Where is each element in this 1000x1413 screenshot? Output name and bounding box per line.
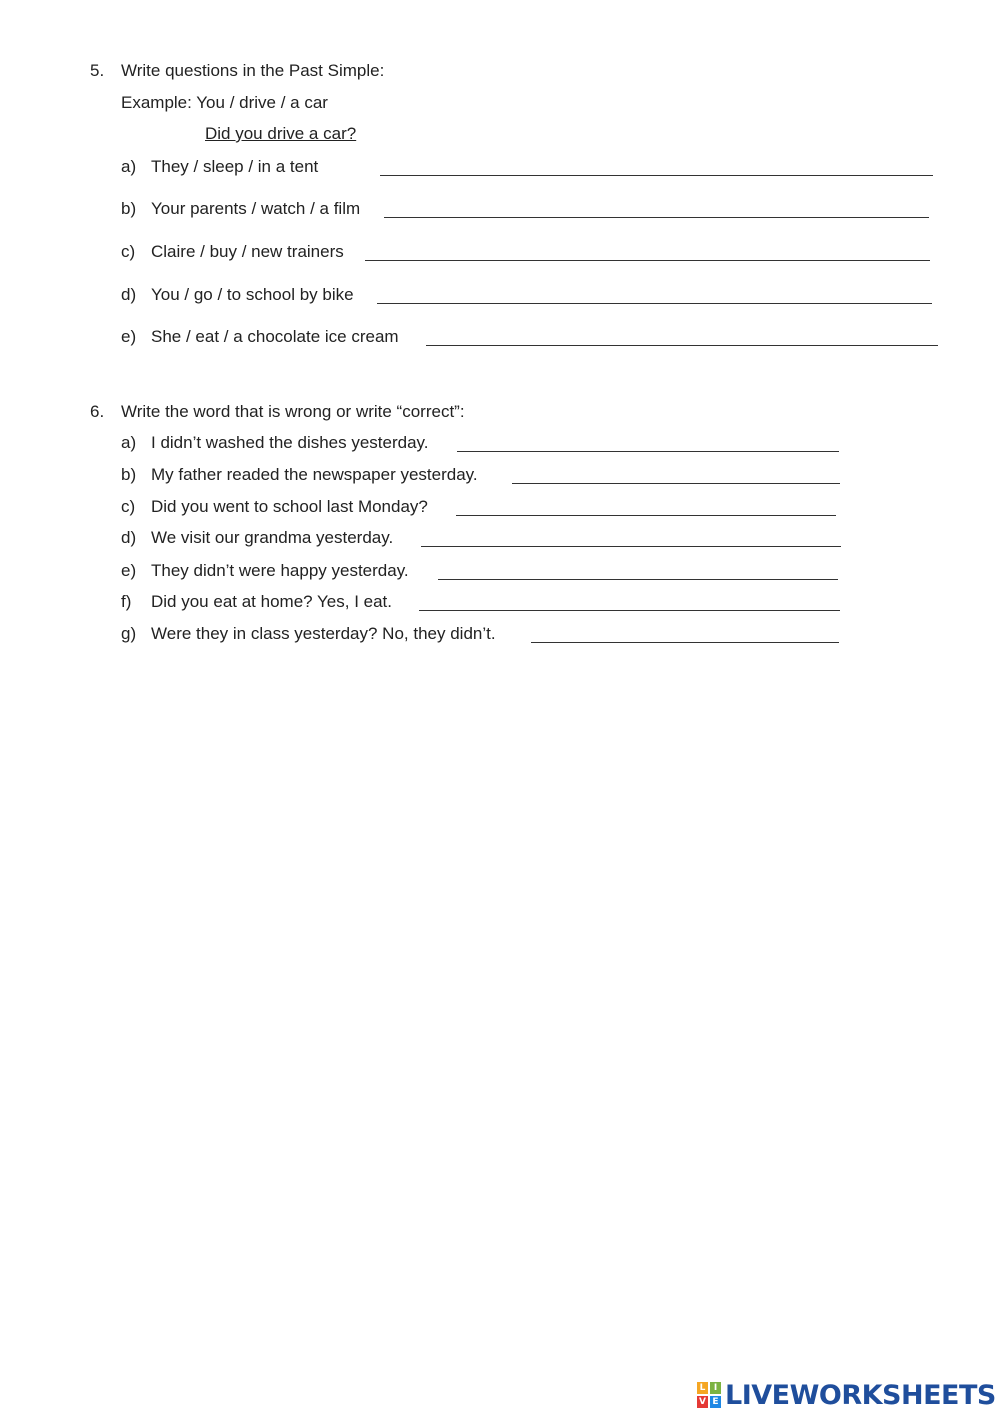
liveworksheets-logo [697,1378,996,1412]
item-letter: d) [121,285,137,304]
sentence-text: They didn’t were happy yesterday. [151,561,409,580]
answer-line-5a[interactable] [380,175,933,176]
logo-tile: V [697,1396,708,1408]
logo-tile: E [710,1396,721,1408]
item-letter: b) [121,199,137,218]
answer-line-5d[interactable] [377,303,932,304]
item-letter: a) [121,157,137,176]
logo-tile: I [710,1382,721,1394]
item-letter: a) [121,433,137,452]
logo-text: LIVEWORKSHEETS [725,1379,996,1411]
prompt-text: She / eat / a chocolate ice cream [151,327,399,346]
item-letter: d) [121,528,137,547]
answer-line-6d[interactable] [421,546,841,547]
example-answer: Did you drive a car? [205,124,357,143]
sentence-text: Did you went to school last Monday? [151,497,428,516]
example-prompt: Example: You / drive / a car [121,93,328,112]
prompt-text: You / go / to school by bike [151,285,354,304]
prompt-text: Your parents / watch / a film [151,199,361,218]
logo-tile: L [697,1382,708,1394]
answer-line-6b[interactable] [512,483,840,484]
answer-line-5c[interactable] [365,260,930,261]
prompt-text: Claire / buy / new trainers [151,242,344,261]
item-letter: c) [121,497,136,516]
item-letter: b) [121,465,137,484]
item-letter: c) [121,242,136,261]
item-letter: e) [121,327,137,346]
answer-line-5e[interactable] [426,345,938,346]
section-5-title: Write questions in the Past Simple: [121,61,385,80]
item-letter: e) [121,561,137,580]
answer-line-5b[interactable] [384,217,929,218]
answer-line-6e[interactable] [438,579,838,580]
answer-line-6c[interactable] [456,515,836,516]
prompt-text: They / sleep / in a tent [151,157,319,176]
section-6-title: Write the word that is wrong or write “correct”: [121,402,465,421]
answer-line-6a[interactable] [457,451,839,452]
sentence-text: Were they in class yesterday? No, they didn’t. [151,624,496,643]
answer-line-6g[interactable] [531,642,839,643]
sentence-text: My father readed the newspaper yesterday. [151,465,478,484]
section-5-number: 5. [90,61,105,80]
section-6-number: 6. [90,402,105,421]
item-letter: g) [121,624,137,643]
logo-tiles-icon [697,1382,721,1408]
sentence-text: We visit our grandma yesterday. [151,528,394,547]
item-letter: f) [121,592,132,611]
answer-line-6f[interactable] [419,610,840,611]
sentence-text: Did you eat at home? Yes, I eat. [151,592,392,611]
sentence-text: I didn’t washed the dishes yesterday. [151,433,429,452]
